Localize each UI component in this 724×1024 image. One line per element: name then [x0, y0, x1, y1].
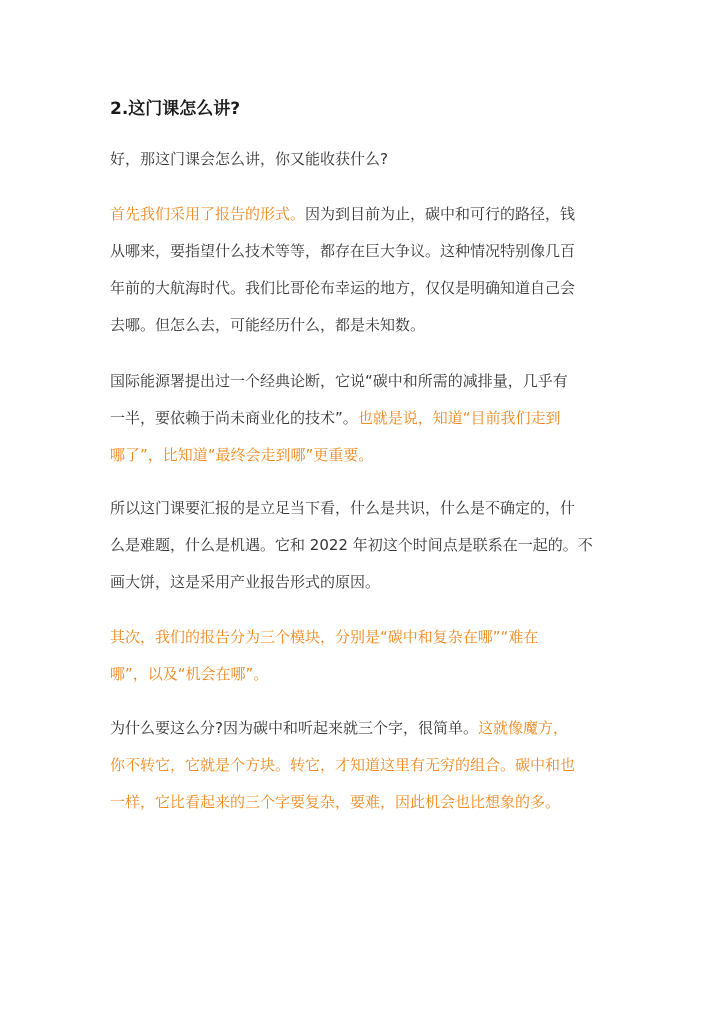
- text-line: 哪了”，比知道“最终会走到哪”更重要。: [110, 446, 374, 464]
- paragraph-rubiks-cube: [110, 710, 610, 821]
- text-line: 去哪。但怎么去，可能经历什么，都是未知数。: [110, 316, 426, 334]
- highlight-text: 首先我们采用了报告的形式。: [110, 205, 306, 223]
- text-line: 你不转它，它就是个方块。转它，才知道这里有无穷的组合。碳中和也: [110, 756, 576, 774]
- text-line: [110, 710, 610, 747]
- body-text: 因为到目前为止，碳中和可行的路径，钱: [305, 205, 576, 223]
- text-line: 所以这门课要汇报的是立足当下看，什么是共识，什么是不确定的，什: [110, 499, 576, 517]
- paragraph-consensus: [110, 490, 610, 601]
- text-line: 其次，我们的报告分为三个模块，分别是“碳中和复杂在哪”“难在: [110, 628, 539, 646]
- highlight-text: 也就是说，知道“目前我们走到: [357, 409, 561, 427]
- text-line: [110, 196, 610, 233]
- text-line: 一样，它比看起来的三个字要复杂，要难，因此机会也比想象的多。: [110, 793, 561, 811]
- text-line: 年前的大航海时代。我们比哥伦布幸运的地方，仅仅是明确知道自己会: [110, 279, 576, 297]
- body-text: 一半，要依赖于尚未商业化的技术”。: [110, 409, 358, 427]
- text-line: 从哪来，要指望什么技术等等，都存在巨大争议。这种情况特别像几百: [110, 242, 576, 260]
- text-line: 哪”，以及“机会在哪”。: [110, 665, 269, 683]
- paragraph-report-form: [110, 196, 610, 344]
- paragraph-intro: [110, 141, 610, 178]
- text-line: 么是难题，什么是机遇。它和 2022 年初这个时间点是联系在一起的。不: [110, 536, 593, 554]
- highlight-text: 这就像魔方，: [477, 719, 568, 737]
- paragraph-iea-quote: [110, 363, 610, 474]
- text-line: [110, 400, 610, 437]
- text-line: 国际能源署提出过一个经典论断，它说“碳中和所需的减排量，几乎有: [110, 372, 568, 390]
- section-heading: 2.这门课怎么讲?: [110, 99, 241, 119]
- text-line: 好，那这门课会怎么讲，你又能收获什么?: [110, 150, 388, 168]
- body-text: 为什么要这么分?因为碳中和听起来就三个字，很简单。: [110, 719, 478, 737]
- text-line: 画大饼，这是采用产业报告形式的原因。: [110, 573, 381, 591]
- paragraph-modules: [110, 619, 610, 693]
